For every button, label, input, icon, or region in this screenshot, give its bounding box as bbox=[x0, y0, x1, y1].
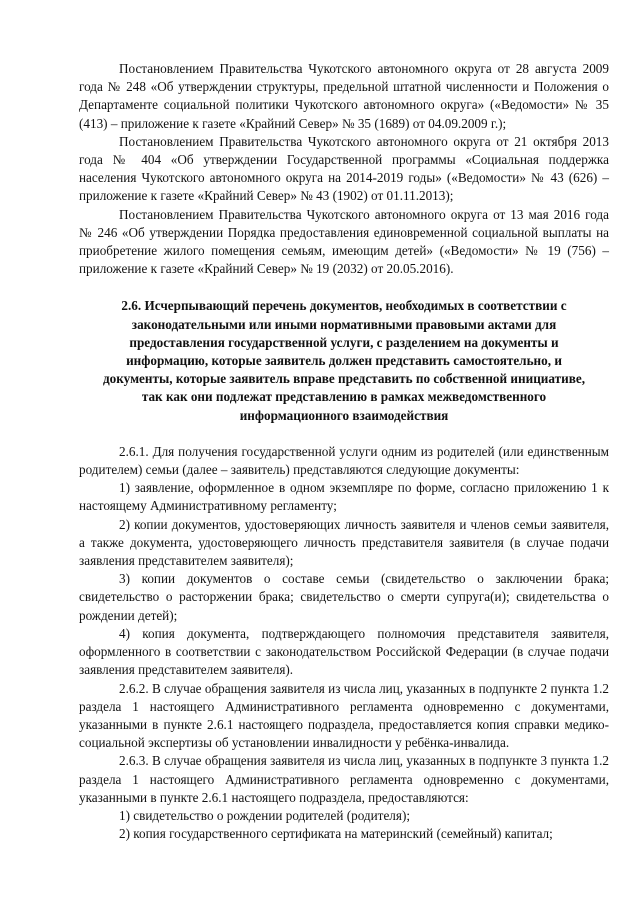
list-item-2-6-3-1: 1) свидетельство о рождении родителей (родителя); bbox=[119, 807, 410, 823]
paragraph-2-6-1: 2.6.1. Для получения государственной услуги одним из родителей (или единственным родителем) семьи (далее – заявитель) представляются следующие документы: bbox=[79, 443, 609, 478]
section-heading: 2.6. Исчерпывающий перечень документов, необходимых в соответствии с законодательными или иными нормативными правовыми актами для предоставления государственной услуги, с разделением на документы и информацию, которые заявитель должен представить самостоятельно, и документы, которые заявитель вправе представить по собственной инициативе, так как они подлежат представлению в рамках межведомственного информационного взаимодействия bbox=[102, 298, 586, 423]
list-item-3: 3) копии документов о составе семьи (свидетельство о заключении брака; свидетельство о расторжении брака; свидетельство о смерти супруга(и); свидетельства о рождении детей); bbox=[79, 571, 609, 623]
paragraph-2-6-2: 2.6.2. В случае обращения заявителя из числа лиц, указанных в подпункте 2 пункта 1.2 раздела 1 настоящего Административного регламента одновременно с документами, указанными в пункте 2.6.1 настоящего подраздела, предоставляется копия справки медико-социальной экспертизы об установлении инвалидности у ребёнка-инвалида. bbox=[79, 680, 609, 751]
list-item-1: 1) заявление, оформленное в одном экземпляре по форме, согласно приложению 1 к настоящему Административному регламенту; bbox=[79, 480, 609, 514]
paragraph-resolution-2013: Постановлением Правительства Чукотского автономного округа от 21 октября 2013 года № 404 «Об утверждении Государственной программы «Социальная поддержка населения Чукотского автономного округа на 2014-2019 годы» («Ведомости» № 43 (626) – приложение к газете «Крайний Север» № 43 (1902) от 01.11.2013); bbox=[79, 133, 609, 204]
list-item-4: 4) копия документа, подтверждающего полномочия представителя заявителя, оформленного в соответствии с законодательством Российской Федерации (в случае подачи заявления представителем заявителя). bbox=[79, 625, 609, 678]
list-item-2-6-3-2: 2) копия государственного сертификата на материнский (семейный) капитал; bbox=[119, 826, 553, 842]
list-item-2: 2) копии документов, удостоверяющих личность заявителя и членов семьи заявителя, а также документа, удостоверяющего личность представителя заявителя (в случае подачи заявления представителем заявителя); bbox=[79, 516, 609, 569]
paragraph-2-6-3: 2.6.3. В случае обращения заявителя из числа лиц, указанных в подпункте 3 пункта 1.2 раздела 1 настоящего Административного регламента одновременно с документами, указанными в пункте 2.6.1 настоящего подраздела, предоставляются: bbox=[79, 753, 609, 805]
paragraph-resolution-2016: Постановлением Правительства Чукотского автономного округа от 13 мая 2016 года № 246 «Об утверждении Порядка предоставления единовременной социальной выплаты на приобретение жилого помещения семьям, имеющим детей» («Ведомости» № 19 (756) – приложение к газете «Крайний Север» № 19 (2032) от 20.05.2016). bbox=[79, 206, 609, 277]
paragraph-resolution-2009: Постановлением Правительства Чукотского автономного округа от 28 августа 2009 года № 248 «Об утверждении структуры, предельной штатной численности и Положения о Департаменте социальной политики Чукотского автономного округа» («Ведомости» № 35 (413) – приложение к газете «Крайний Север» № 35 (1689) от 04.09.2009 г.); bbox=[79, 61, 609, 131]
